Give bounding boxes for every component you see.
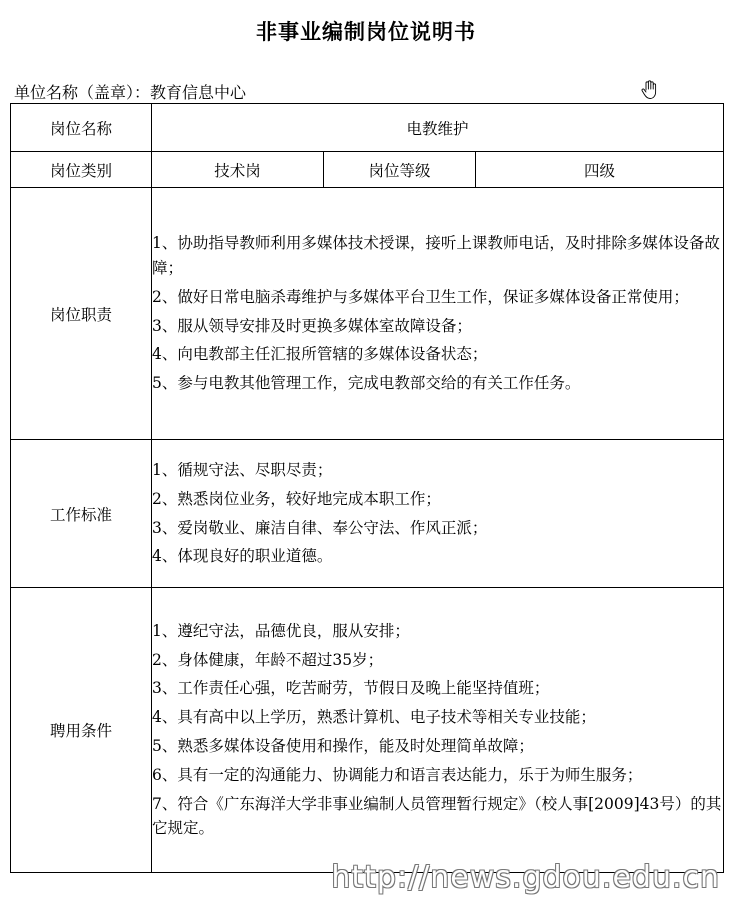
duties-row — [11, 188, 724, 440]
duty-item: 4、向电教部主任汇报所管辖的多媒体设备状态； — [152, 345, 488, 364]
conditions-row — [11, 588, 724, 873]
duty-item: 2、做好日常电脑杀毒维护与多媒体平台卫生工作，保证多媒体设备正常使用； — [152, 287, 689, 306]
duty-item: 1、协助指导教师利用多媒体技术授课，接听上课教师电话，及时排除多媒体设备故障； — [152, 234, 720, 277]
position-type-label: 岗位类别 — [11, 152, 152, 188]
standard-item: 2、熟悉岗位业务，较好地完成本职工作； — [152, 489, 441, 508]
standard-item: 3、爱岗敬业、廉洁自律、奉公守法、作风正派； — [152, 518, 488, 537]
unit-name: 教育信息中心 — [150, 83, 247, 102]
standard-item: 4、体现良好的职业道德。 — [152, 547, 333, 566]
position-name-label: 岗位名称 — [11, 104, 152, 152]
condition-item: 3、工作责任心强，吃苦耐劳，节假日及晚上能坚持值班； — [152, 679, 550, 698]
unit-label: 单位名称（盖章）： — [14, 83, 151, 102]
condition-item: 2、身体健康，年龄不超过35岁； — [152, 650, 384, 669]
unit-line — [14, 80, 246, 103]
conditions-content — [152, 588, 724, 873]
hand-cursor-icon — [640, 80, 658, 100]
position-grade-label: 岗位等级 — [324, 152, 476, 188]
website-watermark: http://news.gdou.edu.cn — [331, 860, 720, 895]
duties-content — [152, 188, 724, 440]
standard-item: 1、循规守法、尽职尽责； — [152, 460, 333, 479]
position-type-row — [11, 152, 724, 188]
duty-item: 5、参与电教其他管理工作，完成电教部交给的有关工作任务。 — [152, 374, 581, 393]
position-name-value: 电教维护 — [152, 104, 724, 152]
position-type-value: 技术岗 — [152, 152, 324, 188]
position-description-table — [10, 103, 724, 873]
standards-content — [152, 440, 724, 588]
condition-item: 6、具有一定的沟通能力、协调能力和语言表达能力，乐于为师生服务； — [152, 765, 643, 784]
duty-item: 3、服从领导安排及时更换多媒体室故障设备； — [152, 316, 472, 335]
condition-item: 5、熟悉多媒体设备使用和操作，能及时处理简单故障； — [152, 737, 534, 755]
condition-item: 7、符合《广东海洋大学非事业编制人员管理暂行规定》（校人事[2009]43号）的其它规定。 — [152, 794, 722, 838]
condition-item: 1、遵纪守法，品德优良，服从安排； — [152, 621, 410, 640]
standards-row — [11, 440, 724, 588]
position-name-row — [11, 104, 724, 152]
document-title: 非事业编制岗位说明书 — [256, 19, 476, 44]
standards-label: 工作标准 — [11, 440, 152, 588]
position-grade-value: 四级 — [476, 152, 724, 188]
duties-label: 岗位职责 — [11, 188, 152, 440]
conditions-label: 聘用条件 — [11, 588, 152, 873]
condition-item: 4、具有高中以上学历，熟悉计算机、电子技术等相关专业技能； — [152, 708, 596, 727]
